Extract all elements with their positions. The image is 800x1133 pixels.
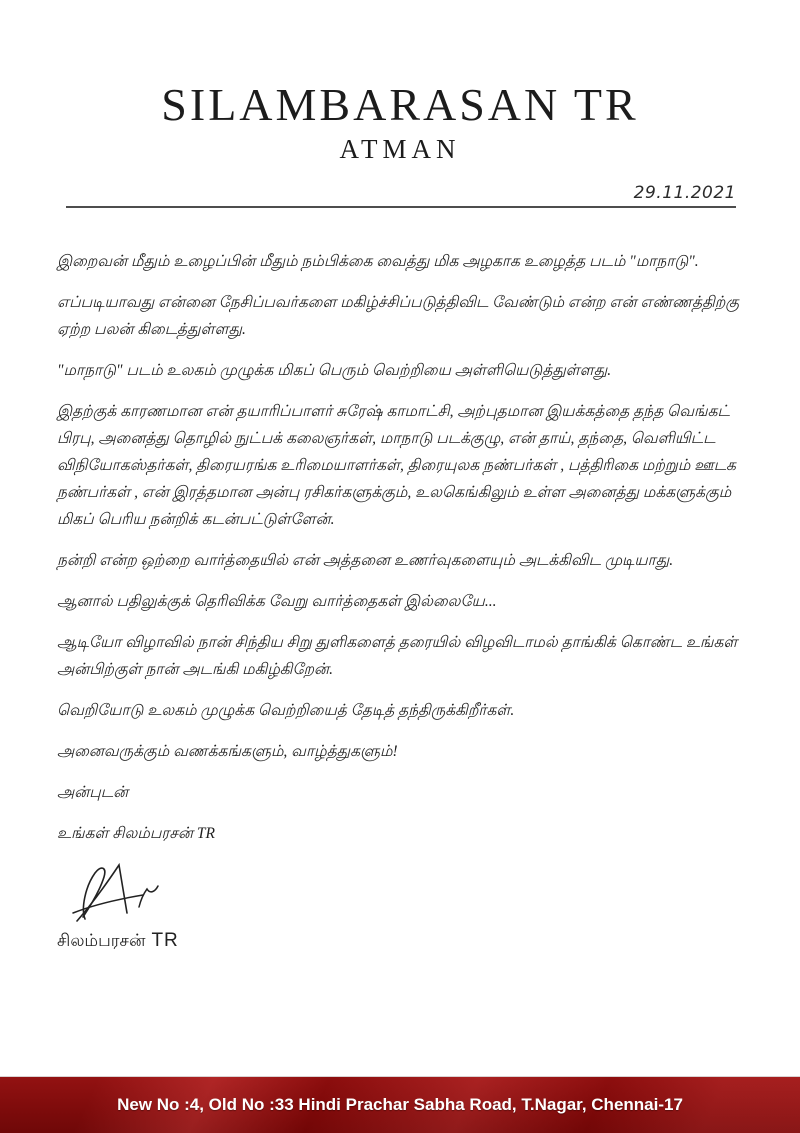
letter-paragraph: இறைவன் மீதும் உழைப்பின் மீதும் நம்பிக்கை வைத்து மிக அழகாக உழைத்த படம் "மாநாடு". [57, 253, 699, 270]
letterhead [0, 0, 800, 165]
letter-paragraph: எப்படியாவது என்னை நேசிப்பவர்களை மகிழ்ச்சிப்படுத்திவிட வேண்டும் என்ற என் எண்ணத்திற்கு ஏற்ற பலன் கிடைத்துள்ளது. [57, 294, 740, 338]
letter-paragraph: அனைவருக்கும் வணக்கங்களும், வாழ்த்துகளும்! [57, 743, 398, 760]
letter-date: 29.11.2021 [633, 183, 736, 203]
header-divider [66, 206, 736, 208]
printed-name [57, 927, 746, 954]
letter-paragraph: வெறியோடு உலகம் முழுக்க வெற்றியைத் தேடித் தந்திருக்கிறீர்கள். [57, 702, 515, 719]
letter-paragraph: இதற்குக் காரணமான என் தயாரிப்பாளர் சுரேஷ் காமாட்சி, அற்புதமான இயக்கத்தை தந்த வெங்கட் பிரபு, அனைத்து தொழில் நுட்பக் கலைஞர்கள், மாநாடு படக்குழு, என் தாய், தந்தை, வெளியிட்ட விநியோகஸ்தர்கள், திரையரங்க உரிமையாளர்கள், திரையுலக நண்பர்கள் , பத்திரிகை மற்றும் ஊடக நண்பர்கள் , என் இரத்தமான அன்பு ரசிகர்களுக்கும், உலகெங்கிலும் உள்ள அனைத்து மக்களுக்கும் மிகப் பெரிய நன்றிக் கடன்பட்டுள்ளேன். [57, 403, 736, 528]
footer-address-bar [0, 1076, 800, 1133]
letter-signoff: உங்கள் சிலம்பரசன் TR [57, 825, 216, 842]
letter-paragraph: ஆடியோ விழாவில் நான் சிந்திய சிறு துளிகளைத் தரையில் விழவிடாமல் தாங்கிக் கொண்ட உங்கள் அன்பிற்குள் நான் அடங்கி மகிழ்கிறேன். [57, 634, 738, 678]
letter-paragraph: ஆனால் பதிலுக்குக் தெரிவிக்க வேறு வார்த்தைகள் இல்லையே... [57, 593, 497, 610]
printed-name-tamil: சிலம்பரசன் [57, 931, 146, 950]
letter-paragraph: "மாநாடு" படம் உலகம் முழுக்க மிகப் பெரும் வெற்றியை அள்ளியெடுத்துள்ளது. [57, 362, 612, 379]
letter-paragraph: நன்றி என்ற ஒற்றை வார்த்தையில் என் அத்தனை உணர்வுகளையும் அடக்கிவிட முடியாது. [57, 552, 674, 569]
handwritten-signature-icon [71, 861, 746, 925]
letterhead-title: SILAMBARASAN TR [161, 79, 639, 130]
letter-closing: அன்புடன் [57, 784, 129, 801]
letter-body [57, 248, 746, 954]
footer-address-text: New No :4, Old No :33 Hindi Prachar Sabha Road, T.Nagar, Chennai-17 [117, 1095, 683, 1114]
letterhead-subtitle: ATMAN [339, 134, 461, 164]
printed-name-suffix: TR [151, 930, 179, 951]
